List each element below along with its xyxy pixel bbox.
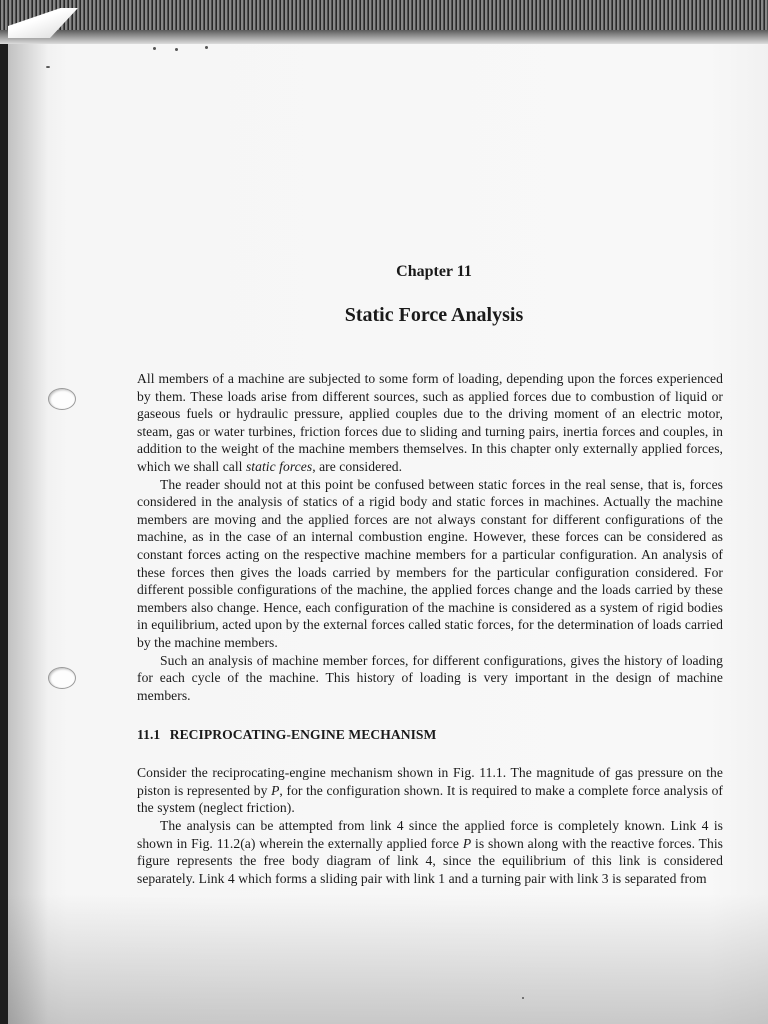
punch-hole-lower bbox=[48, 667, 76, 689]
paragraph bbox=[137, 652, 723, 705]
italic-term: static forces bbox=[245, 458, 313, 474]
paragraph bbox=[137, 476, 723, 652]
punch-hole-upper bbox=[48, 388, 76, 410]
text-run: The reader should not at this point be confused between static forces in the real sense, that is, forces considered in the analysis of statics of a rigid body and static forces in machines. Actually the machine members are moving and the applied forces are not always constant for different configurations of the machine, as in the case of an internal combustion engine. However, these forces can be considered as constant forces acting on the respective machine members for a particular configuration. An analysis of these forces then gives the loads carried by members for the particular configuration considered. For different possible configurations of the machine, the applied forces change and the loads carried by these members also change. Hence, each configuration of the machine is considered as a system of rigid bodies in equilibrium, acted upon by the external forces called static forces, for the determination of loads carried by the machine members. bbox=[137, 476, 723, 650]
paragraph bbox=[137, 764, 723, 817]
chapter-label: Chapter 11 bbox=[396, 263, 472, 280]
bottom-shadow bbox=[8, 894, 768, 1024]
ink-speck bbox=[153, 47, 156, 50]
chapter-title: Static Force Analysis bbox=[344, 304, 524, 326]
show-through-text bbox=[200, 112, 430, 210]
paragraph bbox=[137, 370, 723, 476]
intro-paragraphs bbox=[137, 370, 723, 704]
paragraph bbox=[137, 817, 723, 887]
section-paragraphs bbox=[137, 764, 723, 887]
text-run: Consider the reciprocating-engine mechanism shown in Fig. 11.1. The magnitude of gas pressure on the piston is represented by bbox=[137, 765, 723, 798]
text-run: , for the configuration shown. It is required to make a complete force analysis of the system (neglect friction). bbox=[137, 782, 723, 816]
ink-speck bbox=[175, 48, 178, 51]
text-run: Such an analysis of machine member forces, for different configurations, gives the history of loading for each cycle of the machine. This history of loading is very important in the design of machine members. bbox=[137, 652, 723, 703]
text-run: , are considered. bbox=[312, 458, 403, 474]
text-run: All members of a machine are subjected to some form of loading, depending upon the forces experienced by them. These loads arise from different sources, such as applied forces due to combustion of liquid or gaseous fuels or hydraulic pressure, applied couples due to the driving moment of an electric motor, steam, gas or water turbines, friction forces due to sliding and turning pairs, inertia forces and couples, in addition to the weight of the machine members themselves. In this chapter only externally applied forces, which we shall call bbox=[137, 371, 723, 474]
text-run: is shown along with the reactive forces. This figure represents the free body diagram of link 4, since the equilibrium of this link is considered separately. Link 4 which forms a sliding pair with link 1 and a turning pair with link 3 is separated from bbox=[137, 835, 723, 886]
ink-speck bbox=[46, 66, 50, 68]
section-title: RECIPROCATING-ENGINE MECHANISM bbox=[169, 727, 437, 743]
section-heading bbox=[137, 726, 723, 744]
italic-term: P bbox=[271, 782, 280, 798]
text-run: The analysis can be attempted from link 4 since the applied force is completely known. Link 4 is shown in Fig. 11.2(a) wherein the externally applied force bbox=[137, 818, 723, 851]
ink-speck bbox=[522, 997, 524, 999]
italic-term: P bbox=[462, 835, 472, 851]
section-number: 11.1 bbox=[137, 727, 161, 743]
document-body bbox=[137, 262, 723, 887]
binding-shadow bbox=[8, 34, 48, 1024]
ink-speck bbox=[205, 46, 208, 49]
scanner-edge-fade bbox=[0, 30, 768, 44]
intro-text bbox=[137, 370, 723, 887]
